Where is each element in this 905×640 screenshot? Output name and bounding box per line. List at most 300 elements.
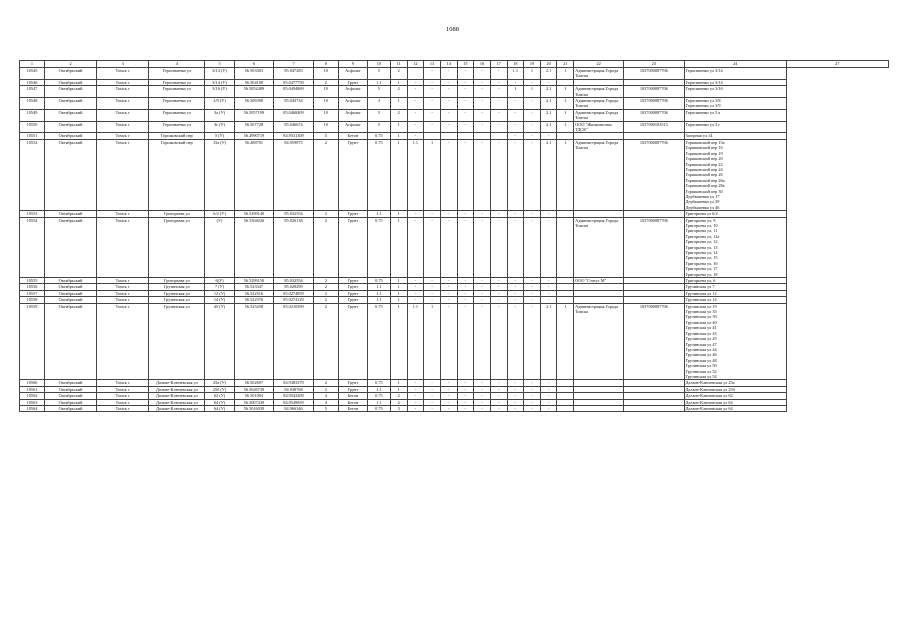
cell-c11: 1.1 bbox=[367, 297, 390, 303]
address-line: Герасименко ул 3 а bbox=[685, 109, 721, 115]
cell-c13: - bbox=[407, 121, 424, 133]
address-line: Горшковский пер 26 bbox=[685, 172, 723, 178]
address-line: Грузинская ул 45 bbox=[685, 336, 717, 342]
cell-c15: - bbox=[440, 121, 457, 133]
address-line: Дальне-Ключевская ул 64 bbox=[685, 399, 733, 405]
address-line: Грузинская ул 46 bbox=[685, 352, 717, 358]
cell-c8: 10 bbox=[313, 98, 338, 110]
cell-c20: - bbox=[524, 109, 541, 121]
cell-c16: - bbox=[457, 68, 474, 80]
cell-c18: - bbox=[490, 211, 507, 217]
address-line: Горшковский пер 28а bbox=[685, 183, 725, 189]
cell-owner: Администрация Города Томска bbox=[574, 139, 624, 210]
cell-c22: 1 bbox=[557, 109, 574, 121]
address-line: Горшковский пер 26а bbox=[685, 177, 725, 183]
cell-c18: - bbox=[490, 380, 507, 386]
cell-c11: 0.75 bbox=[367, 139, 390, 210]
cell-c8: 5 bbox=[313, 133, 338, 139]
cell-c16: - bbox=[457, 297, 474, 303]
address-line: Дальне-Ключевская ул 25а bbox=[685, 380, 735, 386]
cell-addresses bbox=[684, 68, 786, 80]
cell-c13: - bbox=[407, 399, 424, 405]
cell-c13: - bbox=[407, 98, 424, 110]
address-line: Горшковский пер 24 bbox=[685, 166, 723, 172]
cell-c18: - bbox=[490, 399, 507, 405]
address-line: Грузинская ул 40 bbox=[685, 319, 717, 325]
cell-c19: - bbox=[507, 290, 524, 296]
cell-ogrn: 1037000087706 bbox=[624, 303, 684, 380]
cell-city: Томск г bbox=[97, 79, 149, 85]
address-line: Горшковский пер 30 bbox=[685, 188, 723, 194]
column-header: 19 bbox=[524, 61, 541, 68]
cell-c17: - bbox=[474, 98, 491, 110]
cell-c17: - bbox=[474, 380, 491, 386]
address-line: Грузинская ул 52 bbox=[685, 368, 717, 374]
cell-id: 10556 bbox=[20, 284, 45, 290]
cell-id: 10553 bbox=[20, 211, 45, 217]
cell-lat: 56.5016039 bbox=[234, 405, 274, 411]
cell-c17: - bbox=[474, 139, 491, 210]
column-header: 12 bbox=[407, 61, 424, 68]
cell-c21: - bbox=[540, 278, 557, 284]
cell-c17: - bbox=[474, 399, 491, 405]
cell-c18: - bbox=[490, 405, 507, 411]
column-header: 21 bbox=[557, 61, 574, 68]
table-row bbox=[20, 303, 889, 380]
cell-c20: - bbox=[524, 278, 541, 284]
cell-c13 bbox=[407, 68, 424, 80]
cell-c16: - bbox=[457, 278, 474, 284]
cell-district: Октябрьский bbox=[45, 68, 97, 80]
cell-district: Октябрьский bbox=[45, 109, 97, 121]
cell-district: Октябрьский bbox=[45, 278, 97, 284]
cell-house: 14 (У) bbox=[205, 297, 234, 303]
cell-c20: - bbox=[524, 399, 541, 405]
cell-surface: Грунт bbox=[338, 79, 367, 85]
address-line: Дербышевка ул 46 bbox=[685, 204, 720, 210]
cell-c12: 1 bbox=[390, 98, 407, 110]
address-line: Герасименко ул 3/16 bbox=[685, 86, 723, 92]
cell-c8: 10 bbox=[313, 86, 338, 98]
cell-house: 25б (У) bbox=[205, 386, 234, 392]
cell-house: 64 (У) bbox=[205, 399, 234, 405]
cell-c14: - bbox=[424, 211, 441, 217]
cell-city: Томск г bbox=[97, 86, 149, 98]
cell-lat: 56.4990719 bbox=[234, 133, 274, 139]
cell-c16: - bbox=[457, 86, 474, 98]
cell-house: 3/14 (У) bbox=[205, 68, 234, 80]
cell-c8: 5 bbox=[313, 405, 338, 411]
cell-city: Томск г bbox=[97, 284, 149, 290]
cell-c14: - bbox=[424, 217, 441, 277]
cell-lat: 56.5304026 bbox=[234, 217, 274, 277]
cell-lon: 85.032554 bbox=[274, 211, 314, 217]
cell-c20: 1 bbox=[524, 68, 541, 80]
cell-c22 bbox=[557, 405, 574, 411]
cell-c16: - bbox=[457, 399, 474, 405]
cell-c19: - bbox=[507, 98, 524, 110]
address-line: Грузинская ул 47 bbox=[685, 341, 717, 347]
cell-c14: - bbox=[424, 405, 441, 411]
cell-id: 10564 bbox=[20, 405, 45, 411]
address-line: Горшковский пер 15а bbox=[685, 139, 725, 145]
cell-lat: 56.5057199 bbox=[234, 109, 274, 121]
cell-district: Октябрьский bbox=[45, 399, 97, 405]
cell-surface: Асфальт bbox=[338, 86, 367, 98]
cell-c11: 1.1 bbox=[367, 399, 390, 405]
cell-street: Григорьева ул bbox=[149, 211, 205, 217]
cell-c19: - bbox=[507, 79, 524, 85]
cell-c8: 2 bbox=[313, 139, 338, 210]
cell-surface: Бетон bbox=[338, 393, 367, 399]
cell-c18: - bbox=[490, 68, 507, 80]
cell-c21: - bbox=[540, 133, 557, 139]
cell-lon: 85.0468409 bbox=[274, 109, 314, 121]
cell-c12: 1 bbox=[390, 297, 407, 303]
cell-c8: 10 bbox=[313, 109, 338, 121]
cell-c21: - bbox=[540, 217, 557, 277]
cell-lon: 85.0274129 bbox=[274, 297, 314, 303]
cell-city: Томск г bbox=[97, 121, 149, 133]
address-line: Дальне-Ключевская ул 25б bbox=[685, 386, 735, 392]
table-row bbox=[20, 109, 889, 121]
cell-c11: 1.1 bbox=[367, 79, 390, 85]
cell-c12: 1 bbox=[390, 386, 407, 392]
column-header: 5 bbox=[205, 61, 234, 68]
cell-id: 10555 bbox=[20, 278, 45, 284]
cell-c12: 1 bbox=[390, 139, 407, 210]
cell-addresses bbox=[684, 86, 786, 98]
cell-lat: 56.488701 bbox=[234, 139, 274, 210]
cell-c17: - bbox=[474, 297, 491, 303]
address-line: Грузинская ул 43 bbox=[685, 330, 717, 336]
cell-lon: 85.0210299 bbox=[274, 303, 314, 380]
cell-c15: - bbox=[440, 278, 457, 284]
cell-c14: - bbox=[424, 68, 441, 80]
column-header: 4 bbox=[149, 61, 205, 68]
cell-surface: Грунт bbox=[338, 211, 367, 217]
cell-c21: - bbox=[540, 393, 557, 399]
cell-owner: Администрация Города Томска bbox=[574, 68, 624, 80]
cell-c21: 2.1 bbox=[540, 98, 557, 110]
cell-addresses bbox=[684, 121, 786, 133]
cell-c20: - bbox=[524, 284, 541, 290]
cell-c8: 2 bbox=[313, 290, 338, 296]
cell-surface: Асфальт bbox=[338, 121, 367, 133]
cell-lat: 56.5299140 bbox=[234, 211, 274, 217]
cell-c19: - bbox=[507, 109, 524, 121]
cell-c22: 1 bbox=[557, 68, 574, 80]
cell-district: Октябрьский bbox=[45, 139, 97, 210]
cell-c15: - bbox=[440, 211, 457, 217]
cell-c11: 5 bbox=[367, 86, 390, 98]
cell-c19: - bbox=[507, 393, 524, 399]
address-line: Григорьева ул, 16 bbox=[685, 260, 718, 266]
cell-c12: 3 bbox=[390, 405, 407, 411]
cell-owner: Администрация Города Томска bbox=[574, 217, 624, 277]
cell-surface: Грунт bbox=[338, 380, 367, 386]
cell-c19: - bbox=[507, 380, 524, 386]
cell-c14: 1 bbox=[424, 139, 441, 210]
cell-ogrn: 1037000087706 bbox=[624, 139, 684, 210]
address-line: Горшковский пер 16 bbox=[685, 145, 723, 151]
cell-c11: 1.1 bbox=[367, 211, 390, 217]
cell-c15: - bbox=[440, 68, 457, 80]
cell-c13: - bbox=[407, 278, 424, 284]
cell-c13: - bbox=[407, 284, 424, 290]
cell-id: 10554 bbox=[20, 217, 45, 277]
cell-c14: - bbox=[424, 386, 441, 392]
cell-c17: - bbox=[474, 405, 491, 411]
cell-c19: 1 bbox=[507, 86, 524, 98]
cell-owner: Администрация Города Томска bbox=[574, 86, 624, 98]
cell-c20: - bbox=[524, 393, 541, 399]
cell-c14: 1 bbox=[424, 303, 441, 380]
cell-c13: - bbox=[407, 79, 424, 85]
cell-c11: 0.75 bbox=[367, 303, 390, 380]
cell-c11: 0.75 bbox=[367, 393, 390, 399]
cell-c11: 0.75 bbox=[367, 278, 390, 284]
cell-c18: - bbox=[490, 393, 507, 399]
cell-owner: Администрация Города Томска bbox=[574, 109, 624, 121]
cell-surface: Бетон bbox=[338, 405, 367, 411]
cell-c15: - bbox=[440, 79, 457, 85]
cell-house: (У) bbox=[205, 217, 234, 277]
cell-lat: 56.503303 bbox=[234, 68, 274, 80]
cell-lat: 56.5052489 bbox=[234, 86, 274, 98]
cell-c17: - bbox=[474, 109, 491, 121]
cell-street: Герасименко ул bbox=[149, 98, 205, 110]
cell-c22: 1 bbox=[557, 86, 574, 98]
cell-c8: 2 bbox=[313, 217, 338, 277]
cell-house: 25а (У) bbox=[205, 380, 234, 386]
cell-c8: 10 bbox=[313, 68, 338, 80]
address-line: Грузинская ул 39 bbox=[685, 314, 717, 320]
cell-c15: - bbox=[440, 139, 457, 210]
registry-table bbox=[19, 60, 889, 412]
cell-city: Томск г bbox=[97, 98, 149, 110]
cell-c16: - bbox=[457, 303, 474, 380]
cell-c18: - bbox=[490, 217, 507, 277]
cell-c21: 2.1 bbox=[540, 86, 557, 98]
cell-house: 64 (У) bbox=[205, 405, 234, 411]
address-line: Горшковский пер 22 bbox=[685, 161, 723, 167]
cell-c16: - bbox=[457, 79, 474, 85]
cell-c14: - bbox=[424, 399, 441, 405]
cell-c17: - bbox=[474, 278, 491, 284]
cell-c16: - bbox=[457, 121, 474, 133]
cell-owner: Администрация Города Томска bbox=[574, 98, 624, 110]
address-line: Грузинская ул 48 bbox=[685, 357, 717, 363]
page-number: 1088 bbox=[446, 26, 459, 33]
cell-id: 10549 bbox=[20, 109, 45, 121]
cell-c21: 2.1 bbox=[540, 139, 557, 210]
cell-house: 5 (У) bbox=[205, 133, 234, 139]
cell-c20: 1 bbox=[524, 86, 541, 98]
address-line: Дальне-Ключевская ул 64 bbox=[685, 405, 733, 411]
cell-ogrn: 1037000103513 bbox=[624, 121, 684, 133]
cell-c19: - bbox=[507, 133, 524, 139]
cell-ogrn bbox=[624, 405, 684, 411]
address-line: Григорьева ул, 11а bbox=[685, 233, 720, 239]
cell-street: Горшковский пер bbox=[149, 139, 205, 210]
cell-c13: - bbox=[407, 405, 424, 411]
cell-c8: 4 bbox=[313, 393, 338, 399]
cell-lat: 56.5007439 bbox=[234, 399, 274, 405]
cell-c12: 1 bbox=[390, 278, 407, 284]
cell-surface: Асфальт bbox=[338, 68, 367, 80]
cell-district: Октябрьский bbox=[45, 303, 97, 380]
cell-house: 12 (У) bbox=[205, 290, 234, 296]
cell-c17: - bbox=[474, 393, 491, 399]
cell-city: Томск г bbox=[97, 217, 149, 277]
cell-surface: Грунт bbox=[338, 290, 367, 296]
cell-street: Герасименко ул bbox=[149, 86, 205, 98]
cell-c8: 4 bbox=[313, 399, 338, 405]
cell-owner: Администрация Города Томска bbox=[574, 303, 624, 380]
cell-c18: - bbox=[490, 386, 507, 392]
cell-city: Томск г bbox=[97, 303, 149, 380]
cell-c18: - bbox=[490, 284, 507, 290]
cell-street: Герасименко ул bbox=[149, 79, 205, 85]
cell-c16: - bbox=[457, 109, 474, 121]
cell-street: Грузинская ул bbox=[149, 284, 205, 290]
cell-c17: - bbox=[474, 284, 491, 290]
cell-c12: 2 bbox=[390, 86, 407, 98]
cell-street: Горшковский пер bbox=[149, 133, 205, 139]
column-header: 13 bbox=[424, 61, 441, 68]
column-header: 2 bbox=[45, 61, 97, 68]
cell-c14: - bbox=[424, 121, 441, 133]
cell-district: Октябрьский bbox=[45, 284, 97, 290]
table-header-row bbox=[20, 61, 889, 68]
cell-c15: - bbox=[440, 386, 457, 392]
address-line: Грузинская ул 44 bbox=[685, 346, 717, 352]
cell-c15: - bbox=[440, 109, 457, 121]
cell-c16: - bbox=[457, 217, 474, 277]
address-line: Герасименко ул 3/9 bbox=[685, 103, 721, 109]
cell-c19: - bbox=[507, 386, 524, 392]
cell-c22: 1 bbox=[557, 303, 574, 380]
cell-addresses bbox=[684, 405, 786, 411]
cell-c17: - bbox=[474, 121, 491, 133]
cell-c8: 2 bbox=[313, 211, 338, 217]
cell-district: Октябрьский bbox=[45, 217, 97, 277]
cell-lon: 84.9549859 bbox=[274, 399, 314, 405]
cell-lat: 56.504108 bbox=[234, 79, 274, 85]
column-header: 3 bbox=[97, 61, 149, 68]
cell-c11: 0.75 bbox=[367, 133, 390, 139]
cell-surface: Грунт bbox=[338, 139, 367, 210]
cell-c11: 3 bbox=[367, 98, 390, 110]
cell-district: Октябрьский bbox=[45, 405, 97, 411]
cell-c17: - bbox=[474, 86, 491, 98]
cell-c15: - bbox=[440, 380, 457, 386]
cell-district: Октябрьский bbox=[45, 380, 97, 386]
address-line: Григорьева ул, 18 bbox=[685, 271, 718, 277]
cell-c8: 2 bbox=[313, 380, 338, 386]
cell-id: 10560 bbox=[20, 380, 45, 386]
cell-c13: 1.1 bbox=[407, 303, 424, 380]
cell-c15: - bbox=[440, 393, 457, 399]
cell-lon: 85.028299 bbox=[274, 284, 314, 290]
cell-c13: 1.1 bbox=[407, 139, 424, 210]
cell-city: Томск г bbox=[97, 297, 149, 303]
cell-district: Октябрьский bbox=[45, 86, 97, 98]
column-header: 14 bbox=[440, 61, 457, 68]
cell-c21: - bbox=[540, 79, 557, 85]
cell-city: Томск г bbox=[97, 290, 149, 296]
cell-c18: - bbox=[490, 109, 507, 121]
cell-c12: 1 bbox=[390, 290, 407, 296]
cell-c15: - bbox=[440, 217, 457, 277]
cell-id: 10563 bbox=[20, 399, 45, 405]
cell-lon: 85.0494869 bbox=[274, 86, 314, 98]
cell-c12: 1 bbox=[390, 121, 407, 133]
cell-c21: - bbox=[540, 297, 557, 303]
cell-c16: - bbox=[457, 393, 474, 399]
cell-street: Дальне-Ключевская ул bbox=[149, 405, 205, 411]
cell-c21: 2.1 bbox=[540, 68, 557, 80]
cell-c18: - bbox=[490, 278, 507, 284]
cell-lat: 56.522576 bbox=[234, 297, 274, 303]
cell-owner: ООО "Статус М" bbox=[574, 278, 624, 284]
cell-city: Томск г bbox=[97, 405, 149, 411]
cell-ogrn: 1037000087706 bbox=[624, 86, 684, 98]
column-header: 15 bbox=[457, 61, 474, 68]
cell-c13: - bbox=[407, 393, 424, 399]
cell-id: 10548 bbox=[20, 98, 45, 110]
cell-lon: 84.9543209 bbox=[274, 393, 314, 399]
cell-district: Октябрьский bbox=[45, 297, 97, 303]
table-row bbox=[20, 139, 889, 210]
cell-c20: - bbox=[524, 405, 541, 411]
cell-c13: - bbox=[407, 217, 424, 277]
cell-c14: - bbox=[424, 79, 441, 85]
cell-c19: - bbox=[507, 217, 524, 277]
cell-district: Октябрьский bbox=[45, 290, 97, 296]
address-line: Дербышевка ул 39 bbox=[685, 199, 720, 205]
cell-city: Томск г bbox=[97, 399, 149, 405]
cell-house: 45 (У) bbox=[205, 303, 234, 380]
cell-surface: Бетон bbox=[338, 399, 367, 405]
cell-c21: - bbox=[540, 380, 557, 386]
cell-c19: - bbox=[507, 139, 524, 210]
cell-c21: 2.1 bbox=[540, 121, 557, 133]
cell-ogrn: 1037000087706 bbox=[624, 217, 684, 277]
cell-district: Октябрьский bbox=[45, 133, 97, 139]
cell-surface: Грунт bbox=[338, 386, 367, 392]
cell-c14: - bbox=[424, 290, 441, 296]
cell-street: Герасименко ул bbox=[149, 121, 205, 133]
column-header: 1 bbox=[20, 61, 45, 68]
address-line: Герасименко ул 3 г bbox=[685, 121, 721, 127]
cell-lat: 56.502697 bbox=[234, 380, 274, 386]
address-line: Грузинская ул 19 bbox=[685, 303, 717, 309]
cell-c16: - bbox=[457, 211, 474, 217]
column-header: 11 bbox=[390, 61, 407, 68]
cell-surface: Асфальт bbox=[338, 109, 367, 121]
cell-addresses bbox=[684, 303, 786, 380]
cell-city: Томск г bbox=[97, 278, 149, 284]
cell-owner: ООО "Жилкомплекс ТДСК" bbox=[574, 121, 624, 133]
cell-c11: 0.75 bbox=[367, 217, 390, 277]
cell-street: Дальне-Ключевская ул bbox=[149, 399, 205, 405]
cell-street: Герасименко ул bbox=[149, 109, 205, 121]
cell-street: Дальне-Ключевская ул bbox=[149, 386, 205, 392]
cell-c22: 1 bbox=[557, 139, 574, 210]
cell-district: Октябрьский bbox=[45, 386, 97, 392]
